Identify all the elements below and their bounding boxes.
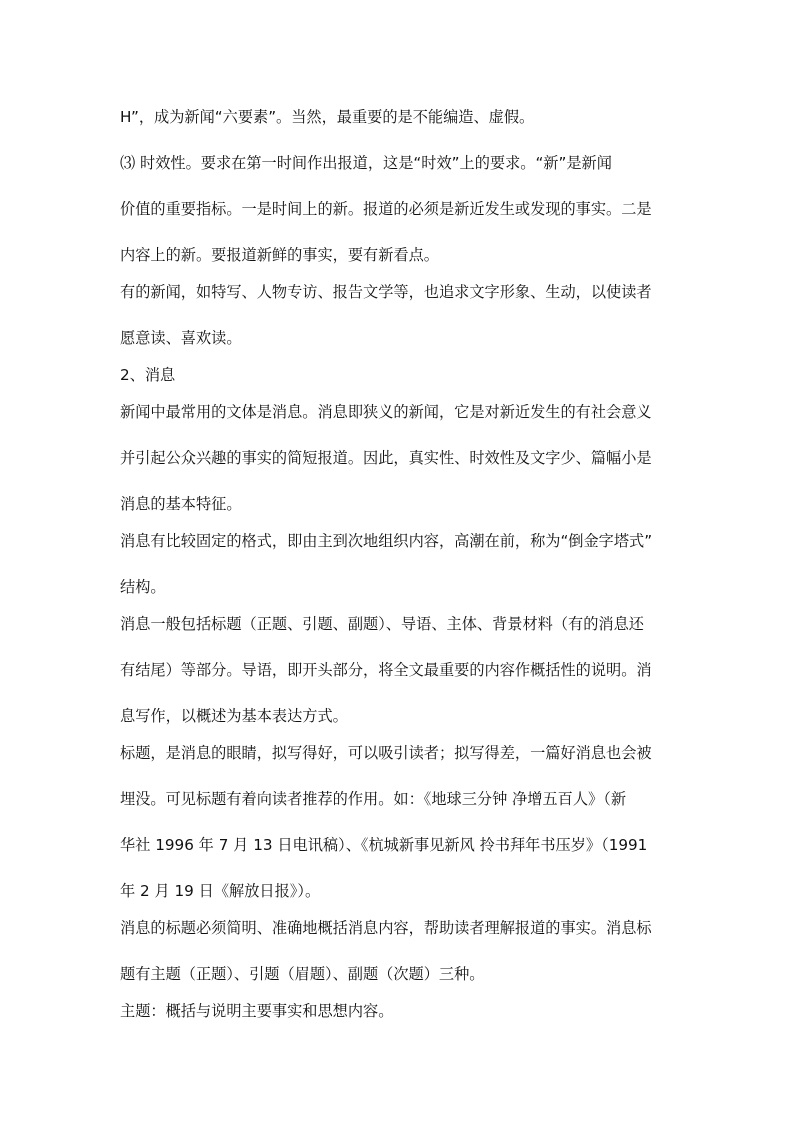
- text-line: 题有主题（正题）、引题（眉题）、副题（次题）三种。: [120, 965, 485, 983]
- text-line: 愿意读、喜欢读。: [120, 329, 242, 347]
- section-heading: 2、消息: [120, 366, 176, 384]
- text-line: 新闻中最常用的文体是消息。消息即狭义的新闻，它是对新近发生的有社会意义: [120, 403, 652, 421]
- text-line: 内容上的新。要报道新鲜的事实，要有新看点。: [120, 246, 439, 264]
- text-line: 息写作，以概述为基本表达方式。: [120, 707, 348, 725]
- text-line: 标题，是消息的眼睛，拟写得好，可以吸引读者；拟写得差，一篇好消息也会被: [120, 744, 652, 762]
- text-line: 价值的重要指标。一是时间上的新。报道的必须是新近发生或发现的事实。二是: [120, 200, 652, 218]
- text-line: 消息一般包括标题（正题、引题、副题）、导语、主体、背景材料（有的消息还: [120, 615, 644, 633]
- text-line: 华社 1996 年 7 月 13 日电讯稿）、《杭城新事见新风 拎书拜年书压岁》（1991: [120, 836, 648, 854]
- text-line: 消息有比较固定的格式，即由主到次地组织内容，高潮在前，称为“倒金字塔式”: [120, 532, 653, 550]
- text-line: 并引起公众兴趣的事实的简短报道。因此，真实性、时效性及文字少、篇幅小是: [120, 449, 652, 467]
- document-body: [120, 104, 680, 1025]
- text-line: 消息的基本特征。: [120, 495, 242, 513]
- text-line: 消息的标题必须简明、准确地概括消息内容，帮助读者理解报道的事实。消息标: [120, 919, 652, 937]
- text-line: 有结尾）等部分。导语，即开头部分，将全文最重要的内容作概括性的说明。消: [120, 661, 652, 679]
- text-line: ⑶ 时效性。要求在第一时间作出报道，这是“时效”上的要求。“新”是新闻: [120, 154, 612, 172]
- text-line: H”，成为新闻“六要素”。当然，最重要的是不能编造、虚假。: [120, 108, 535, 126]
- text-line: 埋没。可见标题有着向读者推荐的作用。如：《地球三分钟 净增五百人》（新: [120, 790, 627, 808]
- text-line: 结构。: [120, 578, 166, 596]
- text-line: 有的新闻，如特写、人物专访、报告文学等，也追求文字形象、生动，以使读者: [120, 283, 652, 301]
- text-line: 主题：概括与说明主要事实和思想内容。: [120, 1002, 394, 1020]
- text-line: 年 2 月 19 日《解放日报》）。: [120, 882, 321, 900]
